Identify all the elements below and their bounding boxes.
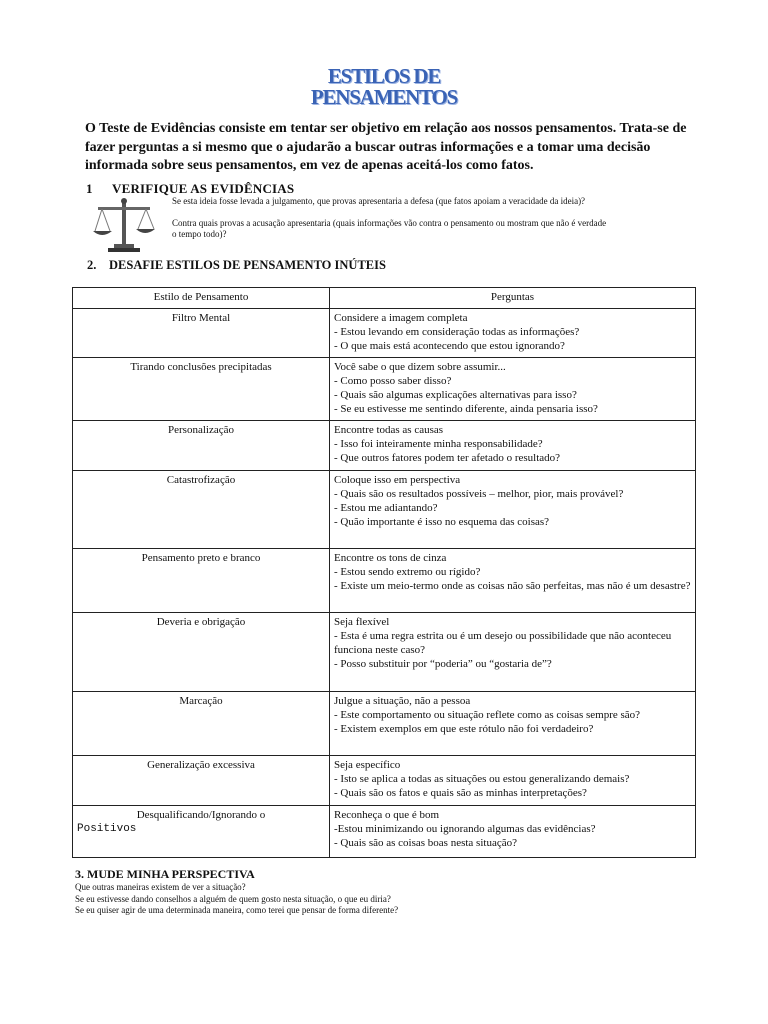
table-row [73,358,696,421]
question-item: - Existe um meio-termo onde as coisas não são perfeitas, mas não é um desastre? [334,580,691,592]
thinking-style-cell [73,471,330,549]
thinking-style-label: Desqualificando/Ignorando o [136,809,266,821]
questions-cell [330,692,696,756]
question-item: - Posso substituir por “poderia” ou “gostaria de”? [334,658,552,670]
thinking-style-cell [73,421,330,471]
section-2-number: 2. [87,258,97,272]
question-item: - Quais são os resultados possíveis – melhor, pior, mais provável? [334,488,624,500]
thinking-style-label: Pensamento preto e branco [141,552,261,564]
table-header-row [73,288,696,309]
table-row [73,806,696,858]
question-heading: Coloque isso em perspectiva [334,474,461,486]
question-heading: Considere a imagem completa [334,312,468,324]
question-item: - Estou levando em consideração todas as informações? [334,326,580,338]
intro-paragraph: O Teste de Evidências consiste em tentar ser objetivo em relação aos nossos pensamentos. Trata-se de fazer perguntas a si mesmo que o ajudarão a buscar outras informações e a tomar uma decisão informada sobre seus pensamentos, em vez de apenas aceitá-los como fatos. [85,121,687,173]
question-heading: Reconheça o que é bom [334,809,440,821]
table-row [73,549,696,613]
thinking-style-cell [73,756,330,806]
thinking-style-cell [73,692,330,756]
question-item: - Como posso saber disso? [334,375,452,387]
thinking-style-label: Deveria e obrigação [156,616,246,628]
question-item: - Quais são as coisas boas nesta situação? [334,837,517,849]
question-item: - Esta é uma regra estrita ou é um desejo ou possibilidade que não aconteceu [334,630,672,642]
question-item: - Que outros fatores podem ter afetado o resultado? [334,452,561,464]
questions-cell [330,471,696,549]
section-1-line-prosecution: Contra quais provas a acusação apresentaria (quais informações vão contra o pensamento ou mostram que não é verdade o tempo todo)? [172,217,607,239]
page-title-line-2: PENSAMENTOS [310,85,458,109]
table-row [73,309,696,358]
table-row [73,692,696,756]
question-heading: Encontre todas as causas [334,424,444,436]
table-row [73,471,696,549]
thinking-style-cell [73,358,330,421]
section-2-heading [87,258,386,273]
questions-cell [330,613,696,692]
question-heading: Julgue a situação, não a pessoa [334,695,471,707]
question-item: - O que mais está acontecendo que estou ignorando? [334,340,565,352]
question-heading: Seja específico [334,759,401,771]
section-1-line-defense: Se esta ideia fosse levada a julgamento, que provas apresentaria a defesa (que fatos apoiam a veracidade da ideia)? [172,196,586,206]
question-item: - Quais são algumas explicações alternativas para isso? [334,389,577,401]
questions-cell [330,549,696,613]
section-3-line: Que outras maneiras existem de ver a situação? [75,882,246,892]
section-3-heading: 3. MUDE MINHA PERSPECTIVA [75,867,255,881]
scales-of-justice-icon [92,197,156,255]
section-2-title: DESAFIE ESTILOS DE PENSAMENTO INÚTEIS [109,258,386,272]
section-3-lines [75,882,398,917]
questions-cell [330,421,696,471]
question-item: - Estou sendo extremo ou rígido? [334,566,481,578]
page-title [0,66,768,108]
table-row [73,613,696,692]
questions-cell [330,756,696,806]
question-item: -Estou minimizando ou ignorando algumas das evidências? [334,823,596,835]
question-item: - Quais são os fatos e quais são as minhas interpretações? [334,787,587,799]
section-1-title: VERIFIQUE AS EVIDÊNCIAS [112,181,295,196]
question-item: funciona neste caso? [334,644,426,656]
thinking-style-cell [73,549,330,613]
question-heading: Seja flexível [334,616,390,628]
question-item: - Quão importante é isso no esquema das coisas? [334,516,550,528]
thinking-style-label: Generalização excessiva [147,759,255,771]
question-item: - Estou me adiantando? [334,502,438,514]
thinking-style-label: Personalização [168,424,234,436]
section-3-line: Se eu quiser agir de uma determinada maneira, como terei que pensar de forma diferente? [75,905,399,915]
thinking-style-label: Filtro Mental [171,312,231,324]
question-item: - Isto se aplica a todas as situações ou estou generalizando demais? [334,773,630,785]
thinking-style-cell [73,309,330,358]
thinking-styles-table [72,287,696,858]
questions-cell [330,309,696,358]
table-row [73,421,696,471]
question-item: - Existem exemplos em que este rótulo não foi verdadeiro? [334,723,594,735]
question-heading: Encontre os tons de cinza [334,552,447,564]
section-1-text [172,196,612,251]
section-3-line: Se eu estivesse dando conselhos a alguém de quem gosto nesta situação, o que eu diria? [75,893,391,904]
question-item: - Este comportamento ou situação reflete como as coisas sempre são? [334,709,641,721]
section-1-heading [86,181,294,197]
section-1-number: 1 [86,181,93,196]
header-thinking-style: Estilo de Pensamento [73,288,330,309]
thinking-style-label: Tirando conclusões precipitadas [130,361,272,373]
thinking-style-cell [73,806,330,858]
thinking-style-label: Catastrofização [166,474,236,486]
question-item: - Se eu estivesse me sentindo diferente, ainda pensaria isso? [334,403,598,415]
thinking-style-cell [73,613,330,692]
questions-cell [330,806,696,858]
table-row [73,756,696,806]
question-item: - Isso foi inteiramente minha responsabilidade? [334,438,543,450]
question-heading: Você sabe o que dizem sobre assumir... [334,361,506,373]
thinking-style-label-extra: Positivos [77,823,137,835]
thinking-style-label: Marcação [179,695,223,707]
header-questions: Perguntas [330,288,696,309]
questions-cell [330,358,696,421]
page-title-line-1: ESTILOS DE [327,64,441,88]
